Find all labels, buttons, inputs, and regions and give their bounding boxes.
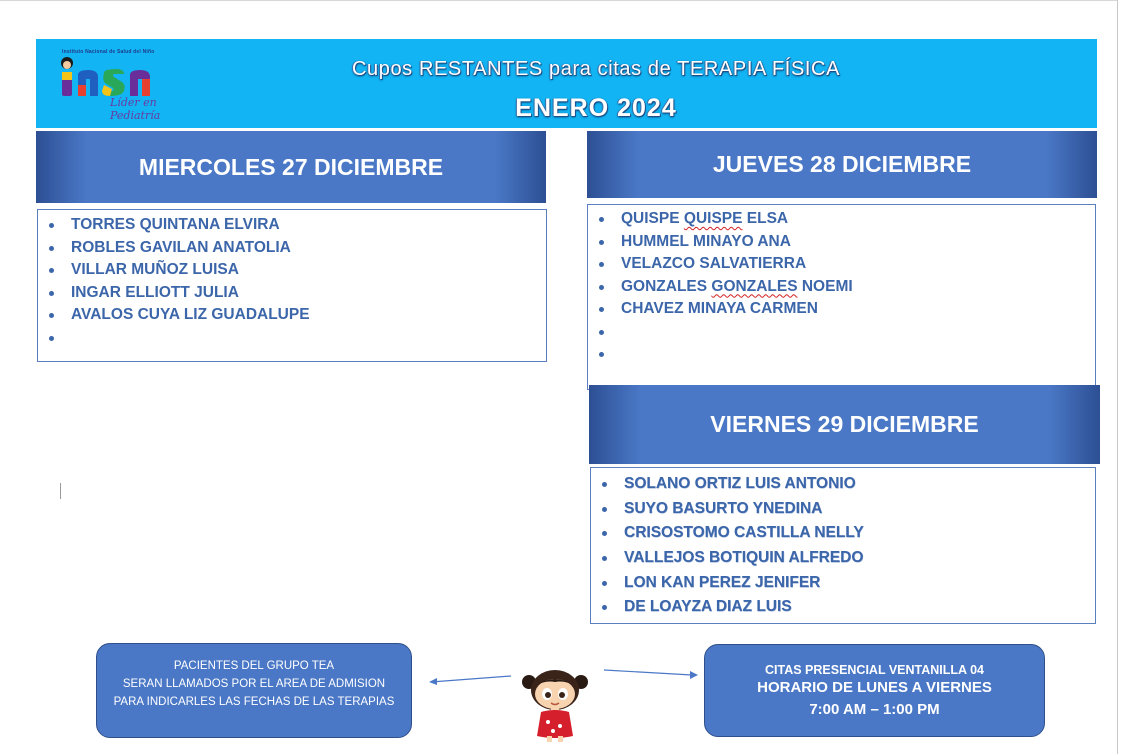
list-item: CRISOSTOMO CASTILLA NELLY bbox=[591, 521, 1095, 546]
list-item: SUYO BASURTO YNEDINA bbox=[591, 497, 1095, 522]
list-item: VALLEJOS BOTIQUIN ALFREDO bbox=[591, 546, 1095, 571]
patient-name: GONZALES GONZALES NOEMI bbox=[621, 277, 853, 295]
list-item bbox=[588, 321, 1095, 344]
schedule-note-box bbox=[704, 644, 1045, 737]
list-item: TORRES QUINTANA ELVIRA bbox=[38, 214, 546, 237]
patient-list-friday bbox=[590, 467, 1096, 624]
spellcheck-word: QUISPE bbox=[683, 210, 743, 227]
arrow-right-icon bbox=[602, 666, 702, 686]
list-item bbox=[588, 276, 1095, 299]
tea-note-line-2: SERAN LLAMADOS POR EL AREA DE ADMISION bbox=[122, 678, 386, 690]
list-item: AVALOS CUYA LIZ GUADALUPE bbox=[38, 304, 546, 327]
list-item: CHAVEZ MINAYA CARMEN bbox=[588, 298, 1095, 321]
page-subtitle: ENERO 2024 bbox=[515, 94, 677, 122]
patient-list-wednesday bbox=[37, 209, 547, 362]
patient-name: QUISPE QUISPE ELSA bbox=[621, 210, 789, 227]
logo-caption: Instituto Nacional de Salud del Niño bbox=[62, 49, 155, 55]
header-banner bbox=[36, 39, 1097, 128]
list-item: LON KAN PEREZ JENIFER bbox=[591, 571, 1095, 596]
schedule-line-1: CITAS PRESENCIAL VENTANILLA 04 bbox=[764, 663, 984, 677]
insn-logo bbox=[58, 47, 198, 122]
patient-list-thursday bbox=[587, 204, 1096, 390]
tea-note-line-3: PARA INDICARLES LAS FECHAS DE LAS TERAPIAS bbox=[113, 696, 395, 708]
list-item: VILLAR MUÑOZ LUISA bbox=[38, 259, 546, 282]
cartoon-girl-icon bbox=[515, 664, 595, 744]
list-item: SOLANO ORTIZ LUIS ANTONIO bbox=[591, 472, 1095, 497]
list-item: INGAR ELLIOTT JULIA bbox=[38, 282, 546, 305]
page-title: Cupos RESTANTES para citas de TERAPIA FÍSICA bbox=[351, 58, 841, 80]
page-top-edge bbox=[0, 0, 1117, 1]
arrow-left-icon bbox=[425, 670, 515, 690]
list-item bbox=[588, 208, 1095, 231]
list-item: HUMMEL MINAYO ANA bbox=[588, 231, 1095, 254]
page-right-edge bbox=[1117, 0, 1118, 754]
day-header-wednesday: MIERCOLES 27 DICIEMBRE bbox=[36, 131, 546, 203]
list-item: DE LOAYZA DIAZ LUIS bbox=[591, 595, 1095, 620]
list-item bbox=[588, 343, 1095, 366]
logo-tagline: Líder en Pediatría bbox=[110, 96, 161, 122]
schedule-line-2: HORARIO DE LUNES A VIERNES bbox=[757, 679, 992, 696]
tea-note-line-1: PACIENTES DEL GRUPO TEA bbox=[173, 660, 335, 672]
list-item: ROBLES GAVILAN ANATOLIA bbox=[38, 237, 546, 260]
text-cursor bbox=[60, 483, 61, 499]
spellcheck-word: GONZALES bbox=[711, 277, 798, 295]
schedule-line-3: 7:00 AM – 1:00 PM bbox=[809, 701, 940, 718]
day-header-thursday: JUEVES 28 DICIEMBRE bbox=[587, 131, 1097, 198]
tea-note-box bbox=[96, 643, 412, 738]
list-item bbox=[38, 327, 546, 350]
day-header-friday: VIERNES 29 DICIEMBRE bbox=[589, 385, 1100, 464]
list-item: VELAZCO SALVATIERRA bbox=[588, 253, 1095, 276]
